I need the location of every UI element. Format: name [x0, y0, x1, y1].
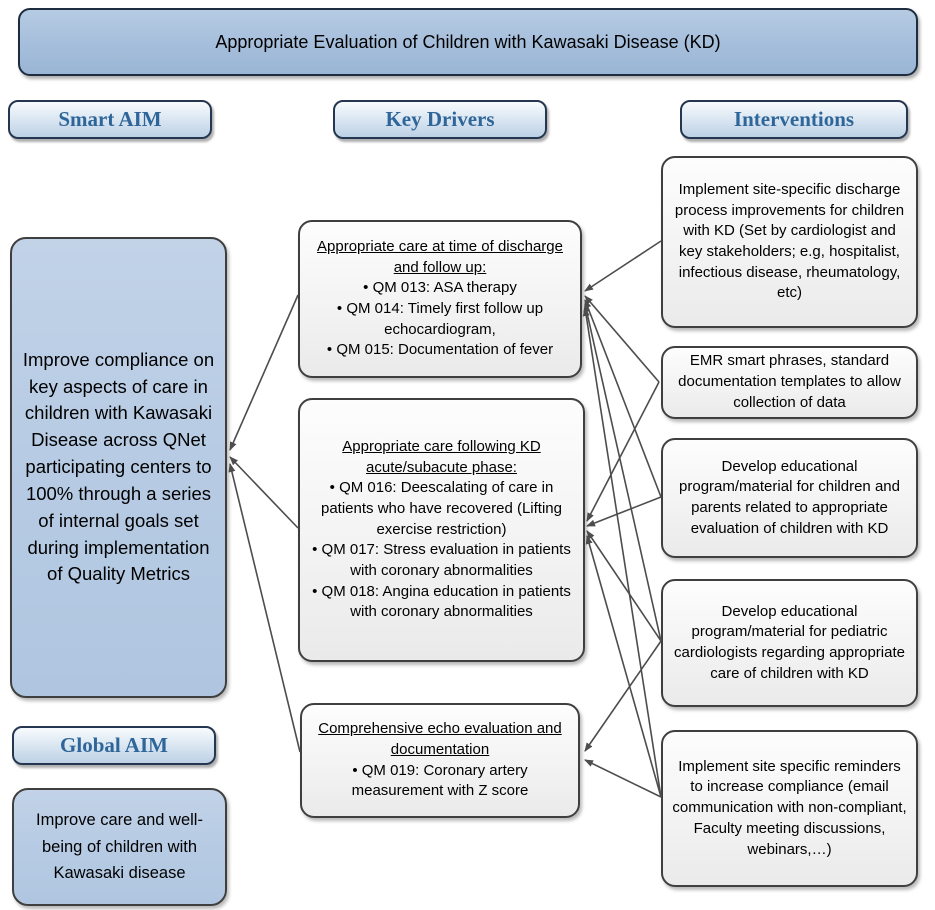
diagram-title-banner: [18, 8, 918, 76]
intervention-box-emr-smart-phrases: [661, 346, 918, 419]
intervention-box-education-families: [661, 438, 918, 558]
connector-arrow-i5-to-kd2: [587, 536, 661, 797]
key-driver-heading: Appropriate care at time of discharge and follow up:: [317, 237, 563, 276]
global-aim-header-label: Global AIM: [60, 733, 168, 757]
connector-arrow-kd3-to-aim: [230, 464, 300, 752]
key-driver-box-echo: [300, 703, 580, 818]
interventions-header: [680, 100, 908, 139]
key-drivers-header-label: Key Drivers: [385, 107, 495, 131]
key-driver-bullet: • QM 018: Angina education in patients with coronary abnormalities: [307, 582, 576, 623]
connector-arrow-i1-to-kd1: [585, 241, 661, 291]
global-aim-box: [12, 788, 227, 906]
key-driver-bullet: • QM 013: ASA therapy: [363, 278, 517, 299]
key-driver-box-discharge: [298, 220, 582, 378]
key-driver-bullet: • QM 017: Stress evaluation in patients with coronary abnormalities: [307, 540, 576, 581]
connector-arrow-i3-to-kd2: [587, 497, 661, 526]
connector-arrow-i3-to-kd1: [585, 300, 661, 497]
intervention-text: Develop educational program/material for pediatric cardiologists regarding appropriate care of children with KD: [674, 602, 905, 682]
key-driver-bullet: • QM 014: Timely first follow up echocardiogram,: [307, 299, 573, 340]
interventions-header-label: Interventions: [733, 107, 855, 131]
diagram-title: Appropriate Evaluation of Children with Kawasaki Disease (KD): [215, 31, 721, 52]
global-aim-header: [12, 726, 216, 765]
intervention-text: Implement site-specific discharge process improvements for children with KD (Set by cardiologist and key stakeholders; e.g, hospitalist, infectious disease, rheumatology, etc): [674, 180, 905, 302]
key-driver-heading: Comprehensive echo evaluation and documentation: [318, 720, 562, 758]
key-drivers-header: [333, 100, 547, 139]
key-driver-bullet: • QM 016: Deescalating of care in patients who have recovered (Lifting exercise restriction): [307, 478, 576, 540]
intervention-text: Implement site specific reminders to increase compliance (email communication with non-compliant, Faculty meeting discussions, webinars,…): [672, 757, 907, 858]
connector-arrow-i4-to-kd3: [585, 641, 661, 751]
connector-arrow-kd2-to-aim: [230, 457, 298, 528]
intervention-box-discharge-process: [661, 156, 918, 328]
smart-aim-header-label: Smart AIM: [58, 107, 162, 131]
connector-arrow-i2-to-kd1: [585, 296, 659, 382]
key-driver-bullet: • QM 019: Coronary artery measurement with Z score: [309, 761, 571, 802]
connector-arrow-i2-to-kd2: [587, 382, 659, 521]
intervention-text: Develop educational program/material for children and parents related to appropriate evaluation of children with KD: [679, 457, 900, 537]
global-aim-text: Improve care and well-being of children with Kawasaki disease: [36, 810, 203, 883]
key-driver-bullet: • QM 015: Documentation of fever: [327, 340, 553, 361]
connector-arrow-i4-to-kd1: [585, 304, 661, 641]
key-driver-heading: Appropriate care following KD acute/subacute phase:: [342, 437, 541, 476]
key-driver-box-acute-subacute: [298, 398, 585, 662]
intervention-box-education-cardiologists: [661, 579, 918, 707]
intervention-text: EMR smart phrases, standard documentation templates to allow collection of data: [678, 352, 901, 411]
intervention-box-site-reminders: [661, 730, 918, 887]
connector-arrow-kd1-to-aim: [230, 295, 298, 450]
connector-arrow-i5-to-kd1: [585, 308, 661, 797]
connector-arrow-i4-to-kd2: [587, 531, 661, 641]
smart-aim-text: Improve compliance on key aspects of care in children with Kawasaki Disease across QNet participating centers to 100% through a series of internal goals set during implementation of Quality Metrics: [22, 348, 215, 585]
connector-arrow-i5-to-kd3: [585, 760, 661, 797]
smart-aim-box: [10, 237, 227, 698]
smart-aim-header: [8, 100, 212, 139]
